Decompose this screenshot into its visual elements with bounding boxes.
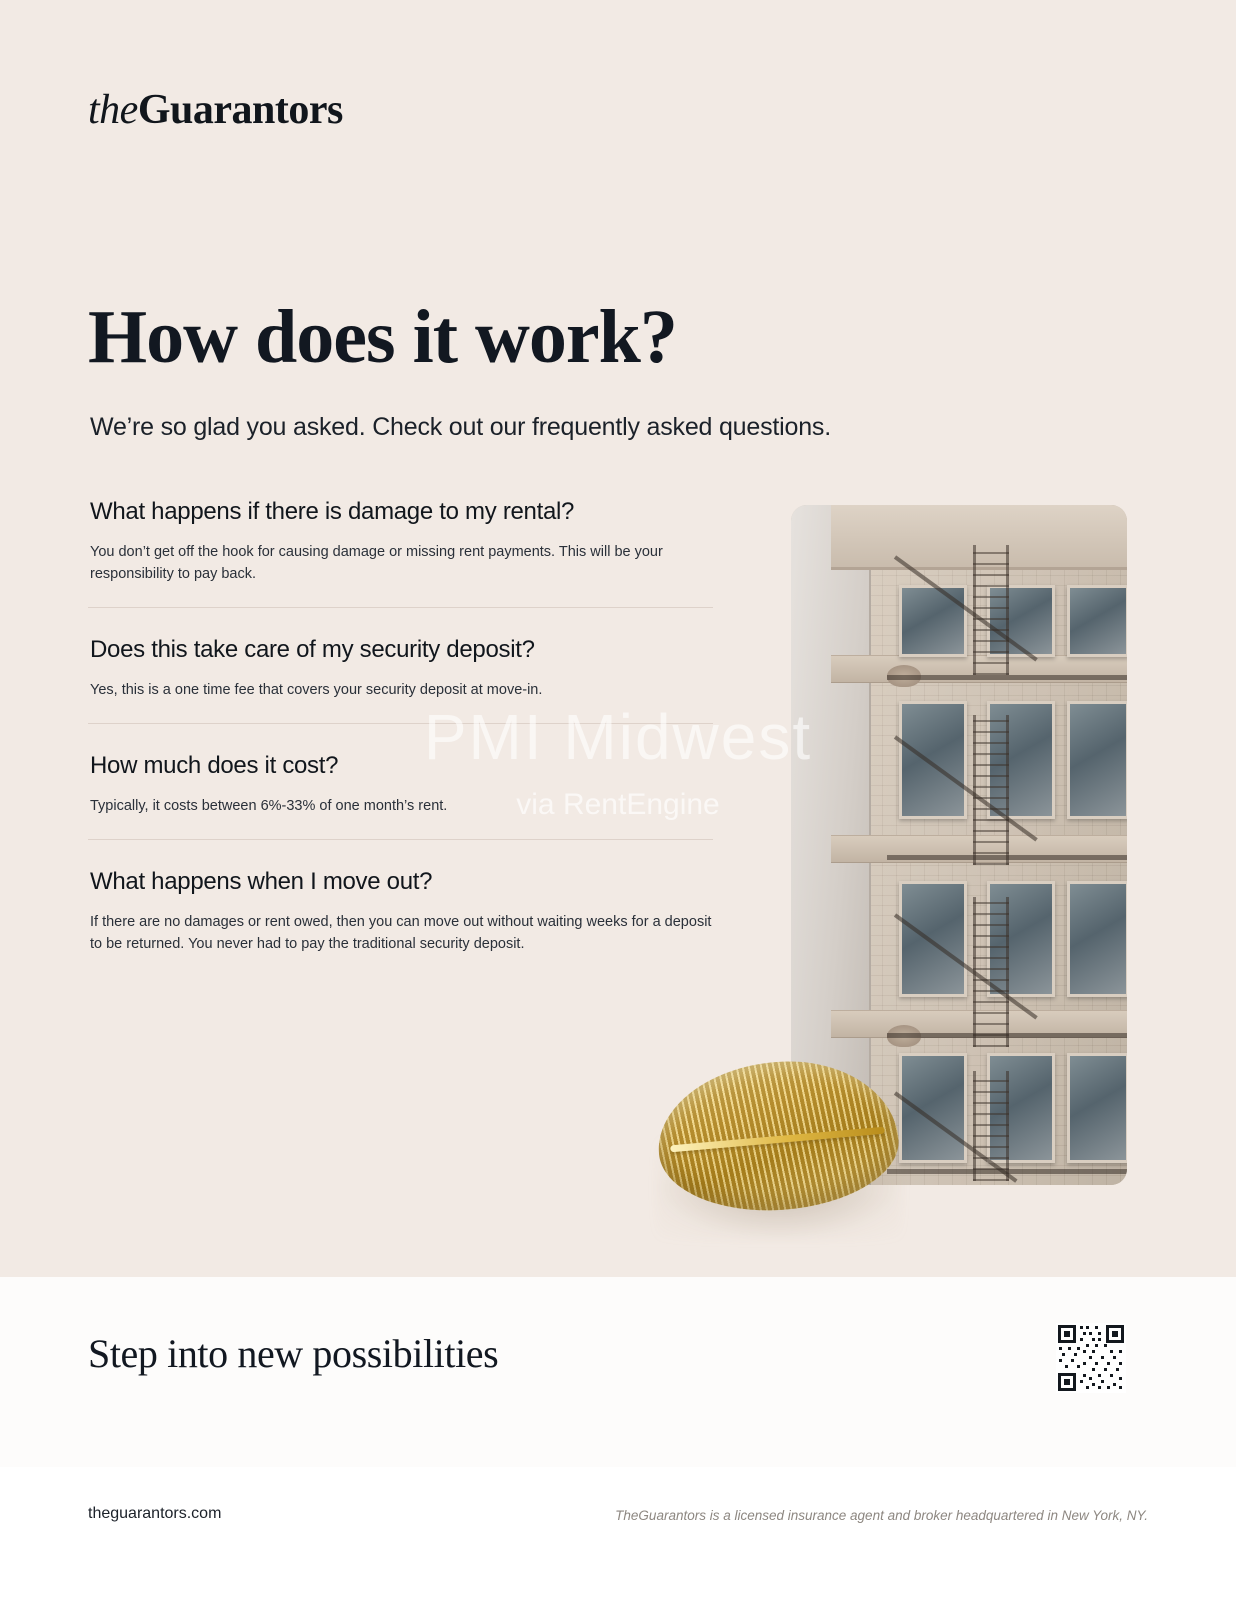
faq-answer: Typically, it costs between 6%-33% of one month’s rent. [90,798,448,814]
faq-item [88,867,713,977]
faq-question: Does this take care of my security deposit? [90,636,535,663]
faq-answer: You don’t get off the hook for causing damage or missing rent payments. This will be your responsibility to pay back. [90,544,663,582]
photo-window [899,701,967,819]
photo-window [1067,701,1127,819]
fire-escape-ladder [973,545,1009,675]
faq-item [88,635,713,724]
fire-escape-rail [887,855,1127,860]
faq-item [88,751,713,840]
photo-window [899,1053,967,1163]
cta-section [0,1277,1236,1468]
faq-answer: If there are no damages or rent owed, then you can move out without waiting weeks for a deposit to be returned. You never had to pay the traditional security deposit. [90,914,712,952]
photo-window [1067,1053,1127,1163]
page-title: How does it work? [88,294,677,379]
brand-logo [88,86,343,134]
footer [0,1467,1236,1600]
photo-window [1067,585,1127,657]
watermark-main: PMI Midwest [423,701,813,773]
brand-logo-name: Guarantors [137,87,343,133]
cta-title: Step into new possibilities [88,1331,499,1376]
faq-question: What happens when I move out? [90,868,433,895]
brand-logo-the: the [88,87,138,133]
gold-leaf-dish [650,1050,905,1225]
photo-window [899,585,967,657]
qr-code-icon[interactable] [1056,1323,1126,1393]
faq-list [88,497,713,977]
watermark-sub: via RentEngine [516,788,720,821]
fire-escape-ladder [973,715,1009,865]
photo-window [1067,881,1127,997]
fire-escape-rail [887,675,1127,680]
footer-website-link[interactable]: theguarantors.com [88,1505,222,1522]
fire-escape-ladder [973,897,1009,1047]
photo-window [899,881,967,997]
fire-escape-rail [887,1033,1127,1038]
faq-item [88,497,713,608]
page-subtitle: We’re so glad you asked. Check out our frequently asked questions. [90,413,831,441]
faq-question: How much does it cost? [90,752,339,779]
faq-answer: Yes, this is a one time fee that covers your security deposit at move-in. [90,682,543,698]
faq-question: What happens if there is damage to my rental? [90,498,575,525]
footer-legal-text: TheGuarantors is a licensed insurance agent and broker headquartered in New York, NY. [615,1508,1148,1523]
